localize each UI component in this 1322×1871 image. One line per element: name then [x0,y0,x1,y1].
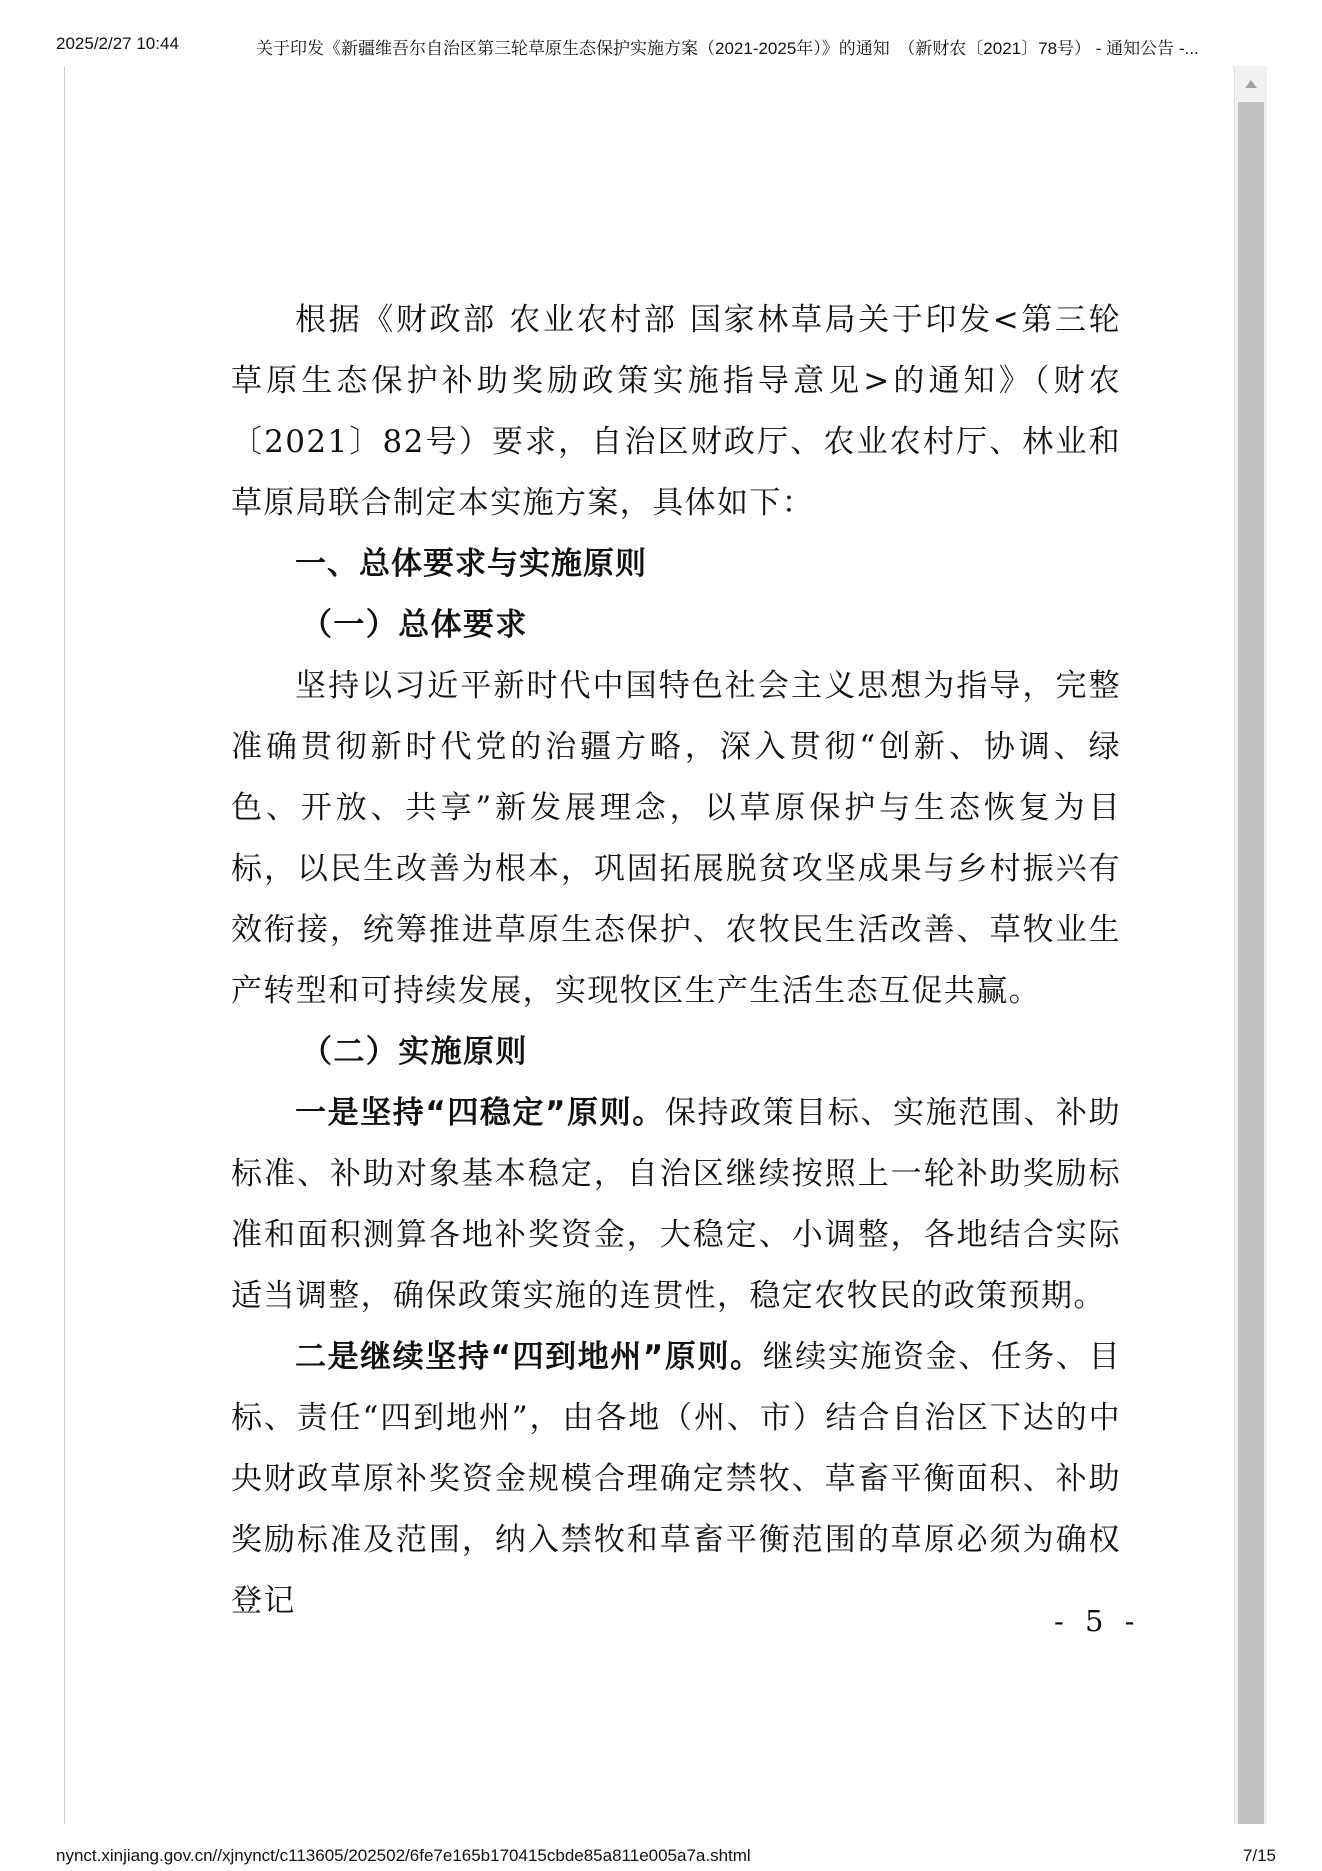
scroll-up-arrow-icon[interactable] [1245,80,1257,88]
scroll-thumb[interactable] [1238,102,1264,1824]
document-body [231,290,1121,1632]
subsection-heading-general-requirements: （一）总体要求 [301,607,528,643]
vertical-scrollbar[interactable] [1234,66,1267,1824]
section-heading-1: 一、总体要求与实施原则 [295,546,647,582]
page-number: - 5 - [1054,1604,1141,1638]
print-footer [56,1846,1276,1868]
paragraph-general-requirements: 坚持以习近平新时代中国特色社会主义思想为指导，完整准确贯彻新时代党的治疆方略，深入贯彻“创新、协调、绿色、开放、共享”新发展理念，以草原保护与生态恢复为目标，以民生改善为根本，巩固拓展脱贫攻坚成果与乡村振兴有效衔接，统筹推进草原生态保护、农牧民生活改善、草牧业生产转型和可持续发展，实现牧区生产生活生态互促共赢。 [231,668,1121,1009]
paragraph-principle-1 [231,1083,1121,1327]
print-page-title: 关于印发《新疆维吾尔自治区第三轮草原生态保护实施方案（2021-2025年）》的通知 （新财农〔2021〕78号） - 通知公告 -... [256,39,1199,58]
subsection-heading-principles: （二）实施原则 [301,1034,528,1070]
principle-2-body: 继续实施资金、任务、目标、责任“四到地州”，由各地（州、市）结合自治区下达的中央财政草原补奖资金规模合理确定禁牧、草畜平衡面积、补助奖励标准及范围，纳入禁牧和草畜平衡范围的草原必须为确权登记 [231,1339,1121,1619]
print-header [56,34,1276,58]
print-page-counter: 7/15 [1242,1846,1276,1865]
print-url: nynct.xinjiang.gov.cn//xjnynct/c113605/202502/6fe7e165b170415cbde85a811e005a7a.shtml [56,1846,751,1865]
principle-1-lead: 一是坚持“四稳定”原则。 [295,1095,665,1131]
principle-1-body: 保持政策目标、实施范围、补助标准、补助对象基本稳定，自治区继续按照上一轮补助奖励标准和面积测算各地补奖资金，大稳定、小调整，各地结合实际适当调整，确保政策实施的连贯性，稳定农牧民的政策预期。 [231,1095,1121,1314]
paragraph-intro: 根据《财政部 农业农村部 国家林草局关于印发<第三轮草原生态保护补助奖励政策实施指导意见>的通知》（财农〔2021〕82号）要求，自治区财政厅、农业农村厅、林业和草原局联合制定本实施方案，具体如下： [231,302,1121,521]
paragraph-principle-2 [231,1327,1121,1632]
print-timestamp: 2025/2/27 10:44 [56,34,179,53]
principle-2-lead: 二是继续坚持“四到地州”原则。 [295,1339,763,1375]
